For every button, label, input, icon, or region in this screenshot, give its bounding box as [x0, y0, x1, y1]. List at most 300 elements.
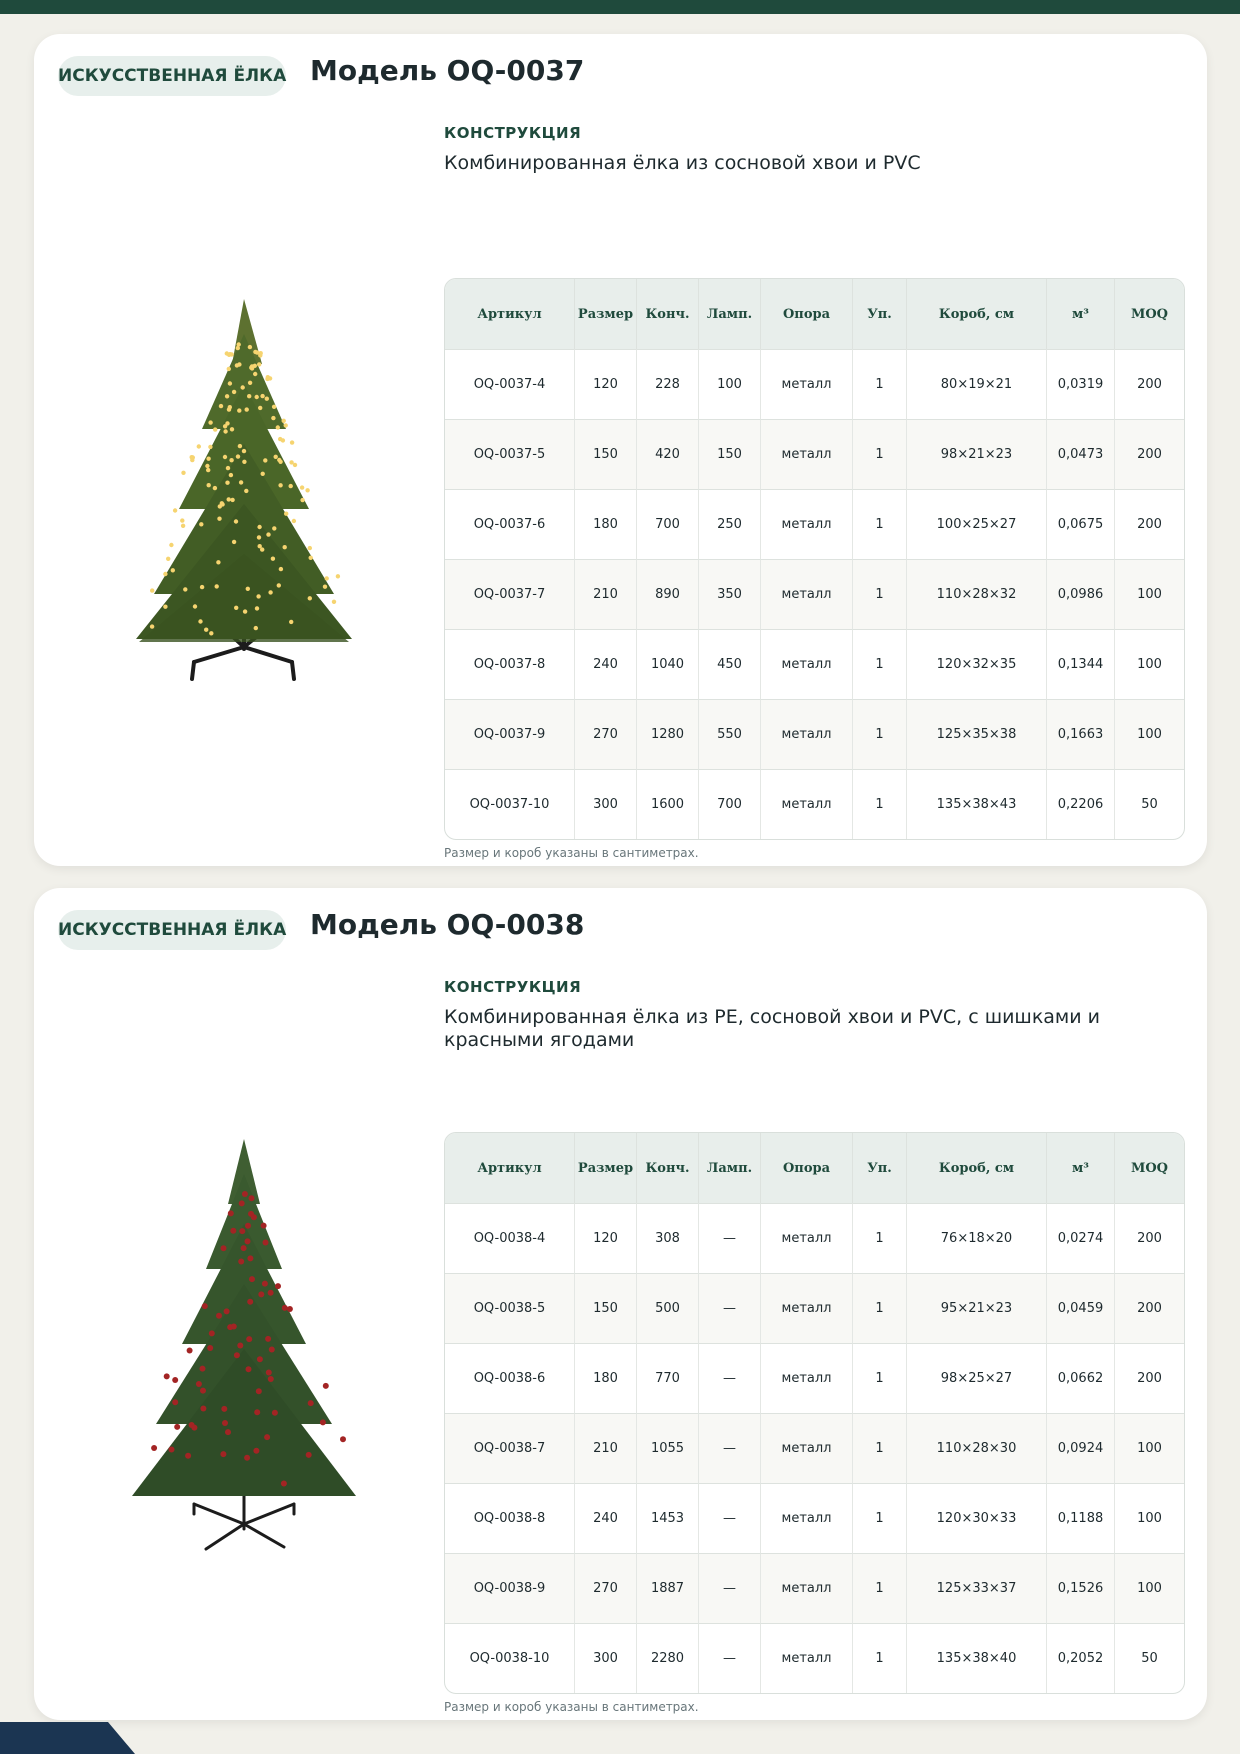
table-cell: 0,0274 — [1047, 1203, 1115, 1273]
construction-text: Комбинированная ёлка из PE, сосновой хвои и PVC, с шишками и красными ягодами — [444, 1006, 1101, 1051]
table-cell: металл — [761, 1483, 853, 1553]
table-cell: металл — [761, 489, 853, 559]
table-cell: — — [699, 1203, 761, 1273]
table-cell: металл — [761, 699, 853, 769]
tree-ornament-dot — [204, 628, 208, 632]
tree-ornament-dot — [242, 1191, 248, 1197]
tree-ornament-dot — [278, 437, 282, 441]
table-note: Размер и короб указаны в сантиметрах. — [444, 846, 699, 860]
corner-accent — [0, 1722, 135, 1754]
tree-ornament-dot — [234, 606, 238, 610]
tree-ornament-dot — [244, 489, 248, 493]
table-cell: 80×19×21 — [907, 349, 1047, 419]
tree-ornament-dot — [259, 351, 263, 355]
table-row — [445, 1553, 1184, 1623]
tree-ornament-dot — [246, 587, 250, 591]
tree-ornament-dot — [193, 604, 197, 608]
tree-ornament-dot — [227, 407, 231, 411]
tree-ornament-dot — [282, 1305, 288, 1311]
table-cell: 125×33×37 — [907, 1553, 1047, 1623]
table-cell: 200 — [1115, 1343, 1184, 1413]
table-cell: 110×28×30 — [907, 1413, 1047, 1483]
table-cell: металл — [761, 1273, 853, 1343]
tree-ornament-dot — [237, 408, 241, 412]
table-cell: OQ-0038-5 — [445, 1273, 575, 1343]
tree-ornament-dot — [163, 572, 167, 576]
tree-ornament-dot — [266, 375, 270, 379]
tree-ornament-dot — [261, 1223, 267, 1229]
table-cell: 50 — [1115, 1623, 1184, 1693]
table-row — [445, 629, 1184, 699]
tree-ornament-dot — [246, 1336, 252, 1342]
tree-ornament-dot — [257, 535, 261, 539]
tree-ornament-dot — [223, 455, 227, 459]
tree-ornament-dot — [248, 381, 252, 385]
tree-ornament-dot — [253, 350, 257, 354]
tree-ornament-dot — [238, 444, 242, 448]
tree-ornament-dot — [226, 466, 230, 470]
tree-ornament-dot — [151, 1445, 157, 1451]
tree-ornament-dot — [227, 353, 231, 357]
tree-ornament-dot — [271, 416, 275, 420]
table-cell: металл — [761, 1203, 853, 1273]
tree-ornament-dot — [222, 1420, 228, 1426]
tree-ornament-dot — [274, 455, 278, 459]
table-cell: 1040 — [637, 629, 699, 699]
tree-ornament-dot — [164, 1373, 170, 1379]
table-cell: 770 — [637, 1343, 699, 1413]
table-cell: OQ-0037-6 — [445, 489, 575, 559]
tree-ornament-dot — [239, 1200, 245, 1206]
tree-ornament-dot — [340, 1436, 346, 1442]
table-cell: 0,0924 — [1047, 1413, 1115, 1483]
table-cell: 100 — [1115, 1413, 1184, 1483]
tree-ornament-dot — [308, 546, 312, 550]
tree-ornament-dot — [289, 620, 293, 624]
table-cell: 1 — [853, 1273, 907, 1343]
tree-ornament-dot — [150, 588, 154, 592]
tree-ornament-dot — [229, 473, 233, 477]
table-cell: 100×25×27 — [907, 489, 1047, 559]
tree-ornament-dot — [266, 532, 270, 536]
tree-ornament-dot — [281, 1481, 287, 1487]
table-cell: — — [699, 1413, 761, 1483]
table-cell: 0,2052 — [1047, 1623, 1115, 1693]
tree-ornament-dot — [235, 363, 239, 367]
tree-ornament-dot — [309, 556, 313, 560]
table-cell: 0,1526 — [1047, 1553, 1115, 1623]
table-cell: 100 — [699, 349, 761, 419]
tree-ornament-dot — [239, 1228, 245, 1234]
table-cell: 0,1663 — [1047, 699, 1115, 769]
tree-ornament-dot — [272, 405, 276, 409]
tree-ornament-dot — [208, 420, 212, 424]
tree-ornament-dot — [275, 1283, 281, 1289]
tree-ornament-dot — [336, 574, 340, 578]
table-cell: металл — [761, 349, 853, 419]
category-badge: ИСКУССТВЕННАЯ ЁЛКА — [58, 56, 286, 96]
tree-ornament-dot — [320, 1419, 326, 1425]
tree-ornament-dot — [253, 372, 257, 376]
tree-ornament-dot — [248, 345, 252, 349]
tree-ornament-dot — [213, 427, 217, 431]
tree-ornament-dot — [216, 1313, 222, 1319]
tree-ornament-dot — [225, 394, 229, 398]
table-cell: 110×28×32 — [907, 559, 1047, 629]
tree-ornament-dot — [247, 1299, 253, 1305]
table-cell: 420 — [637, 419, 699, 489]
tree-ornament-dot — [265, 397, 269, 401]
column-header: Короб, см — [907, 279, 1047, 349]
column-header: Артикул — [445, 1133, 575, 1203]
table-cell: — — [699, 1273, 761, 1343]
table-cell: OQ-0037-5 — [445, 419, 575, 489]
tree-ornament-dot — [197, 444, 201, 448]
column-header: Уп. — [853, 279, 907, 349]
table-cell: 1 — [853, 1623, 907, 1693]
table-cell: OQ-0037-4 — [445, 349, 575, 419]
tree-ornament-dot — [218, 504, 222, 508]
table-cell: OQ-0038-7 — [445, 1413, 575, 1483]
table-cell: 76×18×20 — [907, 1203, 1047, 1273]
tree-ornament-dot — [272, 1410, 278, 1416]
tree-ornament-dot — [325, 576, 329, 580]
tree-ornament-dot — [287, 1306, 293, 1312]
table-cell: — — [699, 1623, 761, 1693]
tree-ornament-dot — [284, 512, 288, 516]
table-cell: — — [699, 1343, 761, 1413]
tree-ornament-dot — [305, 488, 309, 492]
table-cell: 120 — [575, 349, 637, 419]
table-cell: 1 — [853, 419, 907, 489]
tree-ornament-dot — [244, 1455, 250, 1461]
table-row — [445, 419, 1184, 489]
tree-ornament-dot — [185, 1453, 191, 1459]
tree-ornament-dot — [174, 1424, 180, 1430]
tree-ornament-dot — [263, 1240, 269, 1246]
tree-ornament-dot — [172, 1399, 178, 1405]
tree-ornament-dot — [264, 1434, 270, 1440]
table-cell: 1600 — [637, 769, 699, 839]
tree-ornament-dot — [257, 525, 261, 529]
column-header: м³ — [1047, 1133, 1115, 1203]
tree-ornament-dot — [150, 624, 154, 628]
column-header: Конч. — [637, 1133, 699, 1203]
product-title: Модель OQ-0037 — [310, 54, 585, 87]
table-cell: 500 — [637, 1273, 699, 1343]
tree-ornament-dot — [249, 1276, 255, 1282]
table-cell: 210 — [575, 559, 637, 629]
column-header: Конч. — [637, 279, 699, 349]
table-cell: 0,1188 — [1047, 1483, 1115, 1553]
tree-ornament-dot — [241, 385, 245, 389]
tree-ornament-dot — [241, 1245, 247, 1251]
tree-ornament-dot — [306, 1452, 312, 1458]
column-header: м³ — [1047, 279, 1115, 349]
table-cell: 200 — [1115, 1273, 1184, 1343]
table-cell: 1 — [853, 1343, 907, 1413]
tree-ornament-dot — [207, 483, 211, 487]
tree-ornament-dot — [230, 427, 234, 431]
table-cell: OQ-0037-10 — [445, 769, 575, 839]
table-cell: OQ-0038-10 — [445, 1623, 575, 1693]
table-row — [445, 1343, 1184, 1413]
table-row — [445, 559, 1184, 629]
tree-ornament-dot — [237, 342, 241, 346]
tree-ornament-dot — [223, 429, 227, 433]
table-cell: 1 — [853, 559, 907, 629]
table-cell: 1280 — [637, 699, 699, 769]
table-note: Размер и короб указаны в сантиметрах. — [444, 1700, 699, 1714]
table-cell: 100 — [1115, 629, 1184, 699]
table-cell: 135×38×43 — [907, 769, 1047, 839]
tree-ornament-dot — [332, 600, 336, 604]
table-cell: 200 — [1115, 489, 1184, 559]
table-cell: 150 — [575, 1273, 637, 1343]
tree-ornament-dot — [292, 519, 296, 523]
tree-ornament-dot — [183, 587, 187, 591]
table-cell: 0,1344 — [1047, 629, 1115, 699]
table-cell: 1 — [853, 629, 907, 699]
table-row — [445, 1483, 1184, 1553]
column-header: Уп. — [853, 1133, 907, 1203]
tree-ornament-dot — [247, 1255, 253, 1261]
table-cell: 1 — [853, 769, 907, 839]
tree-ornament-dot — [260, 394, 264, 398]
tree-ornament-dot — [224, 1308, 230, 1314]
tree-ornament-dot — [249, 1195, 255, 1201]
tree-ornament-dot — [163, 605, 167, 609]
table-cell: 100 — [1115, 1553, 1184, 1623]
tree-ornament-dot — [221, 1406, 227, 1412]
tree-ornament-dot — [191, 455, 195, 459]
table-cell: 1 — [853, 1203, 907, 1273]
tree-ornament-dot — [191, 1425, 197, 1431]
tree-ornament-dot — [262, 1281, 268, 1287]
table-cell: 1055 — [637, 1413, 699, 1483]
tree-ornament-dot — [253, 1448, 259, 1454]
tree-ornament-dot — [308, 596, 312, 600]
tree-ornament-dot — [237, 1343, 243, 1349]
table-cell: металл — [761, 769, 853, 839]
tree-ornament-dot — [213, 486, 217, 490]
column-header: Ламп. — [699, 279, 761, 349]
table-cell: 1 — [853, 1483, 907, 1553]
tree-ornament-dot — [227, 1324, 233, 1330]
column-header: MOQ — [1115, 1133, 1184, 1203]
table-header-row — [445, 279, 1184, 349]
tree-ornament-dot — [169, 543, 173, 547]
column-header: Опора — [761, 1133, 853, 1203]
tree-ornament-dot — [248, 1211, 254, 1217]
table-header-row — [445, 1133, 1184, 1203]
table-cell: 120 — [575, 1203, 637, 1273]
tree-ornament-dot — [187, 1348, 193, 1354]
table-cell: 270 — [575, 1553, 637, 1623]
table-cell: 228 — [637, 349, 699, 419]
table-cell: металл — [761, 419, 853, 489]
table-cell: 700 — [699, 769, 761, 839]
table-cell: 0,0319 — [1047, 349, 1115, 419]
tree-ornament-dot — [205, 464, 209, 468]
table-cell: 0,0473 — [1047, 419, 1115, 489]
table-cell: OQ-0037-9 — [445, 699, 575, 769]
table-cell: — — [699, 1483, 761, 1553]
tree-ornament-dot — [198, 619, 202, 623]
table-row — [445, 489, 1184, 559]
table-cell: 120×32×35 — [907, 629, 1047, 699]
table-cell: металл — [761, 559, 853, 629]
top-accent-bar — [0, 0, 1240, 14]
table-cell: 300 — [575, 769, 637, 839]
column-header: Артикул — [445, 279, 575, 349]
tree-ornament-dot — [271, 557, 275, 561]
table-cell: 98×25×27 — [907, 1343, 1047, 1413]
table-cell: 1887 — [637, 1553, 699, 1623]
tree-ornament-dot — [258, 1291, 264, 1297]
table-cell: 1 — [853, 1553, 907, 1623]
column-header: Опора — [761, 279, 853, 349]
table-cell: металл — [761, 629, 853, 699]
construction-label: КОНСТРУКЦИЯ — [444, 978, 582, 996]
tree-ornament-dot — [199, 522, 203, 526]
tree-ornament-dot — [220, 1451, 226, 1457]
tree-ornament-dot — [181, 524, 185, 528]
table-cell: 100 — [1115, 699, 1184, 769]
tree-ornament-dot — [217, 517, 221, 521]
tree-ornament-dot — [206, 468, 210, 472]
table-row — [445, 349, 1184, 419]
table-cell: OQ-0038-9 — [445, 1553, 575, 1623]
table-cell: 1 — [853, 699, 907, 769]
construction-text: Комбинированная ёлка из сосновой хвои и PVC — [444, 152, 921, 174]
tree-ornament-dot — [239, 480, 243, 484]
tree-ornament-dot — [282, 419, 286, 423]
tree-ornament-dot — [169, 1447, 175, 1453]
table-cell: 150 — [575, 419, 637, 489]
construction-label: КОНСТРУКЦИЯ — [444, 124, 582, 142]
tree-ornament-dot — [223, 424, 227, 428]
table-cell: 0,0986 — [1047, 559, 1115, 629]
category-badge: ИСКУССТВЕННАЯ ЁЛКА — [58, 910, 286, 950]
table-cell: 100 — [1115, 559, 1184, 629]
tree-ornament-dot — [227, 497, 231, 501]
table-cell: 250 — [699, 489, 761, 559]
tree-ornament-dot — [265, 1336, 271, 1342]
table-cell: 200 — [1115, 1203, 1184, 1273]
tree-ornament-dot — [229, 458, 233, 462]
table-cell: 1 — [853, 489, 907, 559]
tree-ornament-dot — [200, 1366, 206, 1372]
table-cell: OQ-0037-7 — [445, 559, 575, 629]
tree-ornament-dot — [219, 404, 223, 408]
tree-ornament-dot — [290, 440, 294, 444]
table-cell: 180 — [575, 1343, 637, 1413]
tree-ornament-dot — [257, 362, 261, 366]
spec-table — [444, 278, 1185, 840]
tree-ornament-dot — [166, 557, 170, 561]
tree-ornament-dot — [323, 585, 327, 589]
tree-ornament-dot — [249, 366, 253, 370]
tree-ornament-dot — [206, 457, 210, 461]
tree-ornament-dot — [277, 458, 281, 462]
tree-ornament-dot — [276, 425, 280, 429]
tree-ornament-dot — [278, 483, 282, 487]
table-cell: 240 — [575, 629, 637, 699]
table-cell: OQ-0038-4 — [445, 1203, 575, 1273]
table-cell: 100 — [1115, 1483, 1184, 1553]
tree-ornament-dot — [232, 540, 236, 544]
tree-ornament-dot — [225, 481, 229, 485]
tree-ornament-dot — [202, 1303, 208, 1309]
product-card-oq-0038 — [34, 888, 1207, 1720]
tree-ornament-dot — [238, 1259, 244, 1265]
tree-ornament-dot — [245, 407, 249, 411]
tree-ornament-dot — [293, 463, 297, 467]
table-cell: металл — [761, 1623, 853, 1693]
tree-ornament-dot — [228, 1210, 234, 1216]
table-cell: 270 — [575, 699, 637, 769]
tree-ornament-dot — [254, 626, 258, 630]
tree-ornament-dot — [228, 381, 232, 385]
tree-ornament-dot — [245, 1223, 251, 1229]
pine-tree-with-warm-lights-icon — [94, 254, 394, 714]
table-cell: 98×21×23 — [907, 419, 1047, 489]
tree-ornament-dot — [308, 1400, 314, 1406]
tree-ornament-dot — [215, 584, 219, 588]
table-row — [445, 1623, 1184, 1693]
tree-ornament-dot — [284, 423, 288, 427]
tree-ornament-dot — [266, 1370, 272, 1376]
table-cell: 550 — [699, 699, 761, 769]
tree-ornament-dot — [242, 460, 246, 464]
table-cell: 350 — [699, 559, 761, 629]
tree-ornament-dot — [209, 1330, 215, 1336]
table-cell: OQ-0038-6 — [445, 1343, 575, 1413]
tree-ornament-dot — [171, 568, 175, 572]
tree-ornament-dot — [247, 394, 251, 398]
table-row — [445, 1203, 1184, 1273]
tree-ornament-dot — [256, 1388, 262, 1394]
tree-ornament-dot — [230, 498, 234, 502]
pine-tree-with-berries-icon — [94, 1104, 394, 1564]
table-cell: 180 — [575, 489, 637, 559]
tree-ornament-dot — [234, 1352, 240, 1358]
tree-ornament-dot — [255, 606, 259, 610]
table-cell: 210 — [575, 1413, 637, 1483]
table-cell: 1453 — [637, 1483, 699, 1553]
table-cell: 1 — [853, 1413, 907, 1483]
product-card-oq-0037 — [34, 34, 1207, 866]
table-cell: 700 — [637, 489, 699, 559]
tree-ornament-dot — [258, 544, 262, 548]
tree-ornament-dot — [261, 472, 265, 476]
tree-ornament-dot — [234, 519, 238, 523]
table-row — [445, 769, 1184, 839]
tree-ornament-dot — [255, 395, 259, 399]
tree-ornament-dot — [254, 1409, 260, 1415]
table-cell: OQ-0038-8 — [445, 1483, 575, 1553]
table-cell: 0,0662 — [1047, 1343, 1115, 1413]
tree-ornament-dot — [323, 1383, 329, 1389]
tree-ornament-dot — [269, 1347, 275, 1353]
tree-ornament-dot — [279, 567, 283, 571]
product-title: Модель OQ-0038 — [310, 908, 585, 941]
table-cell: 890 — [637, 559, 699, 629]
tree-ornament-dot — [200, 1406, 206, 1412]
table-cell: металл — [761, 1413, 853, 1483]
tree-ornament-dot — [227, 367, 231, 371]
